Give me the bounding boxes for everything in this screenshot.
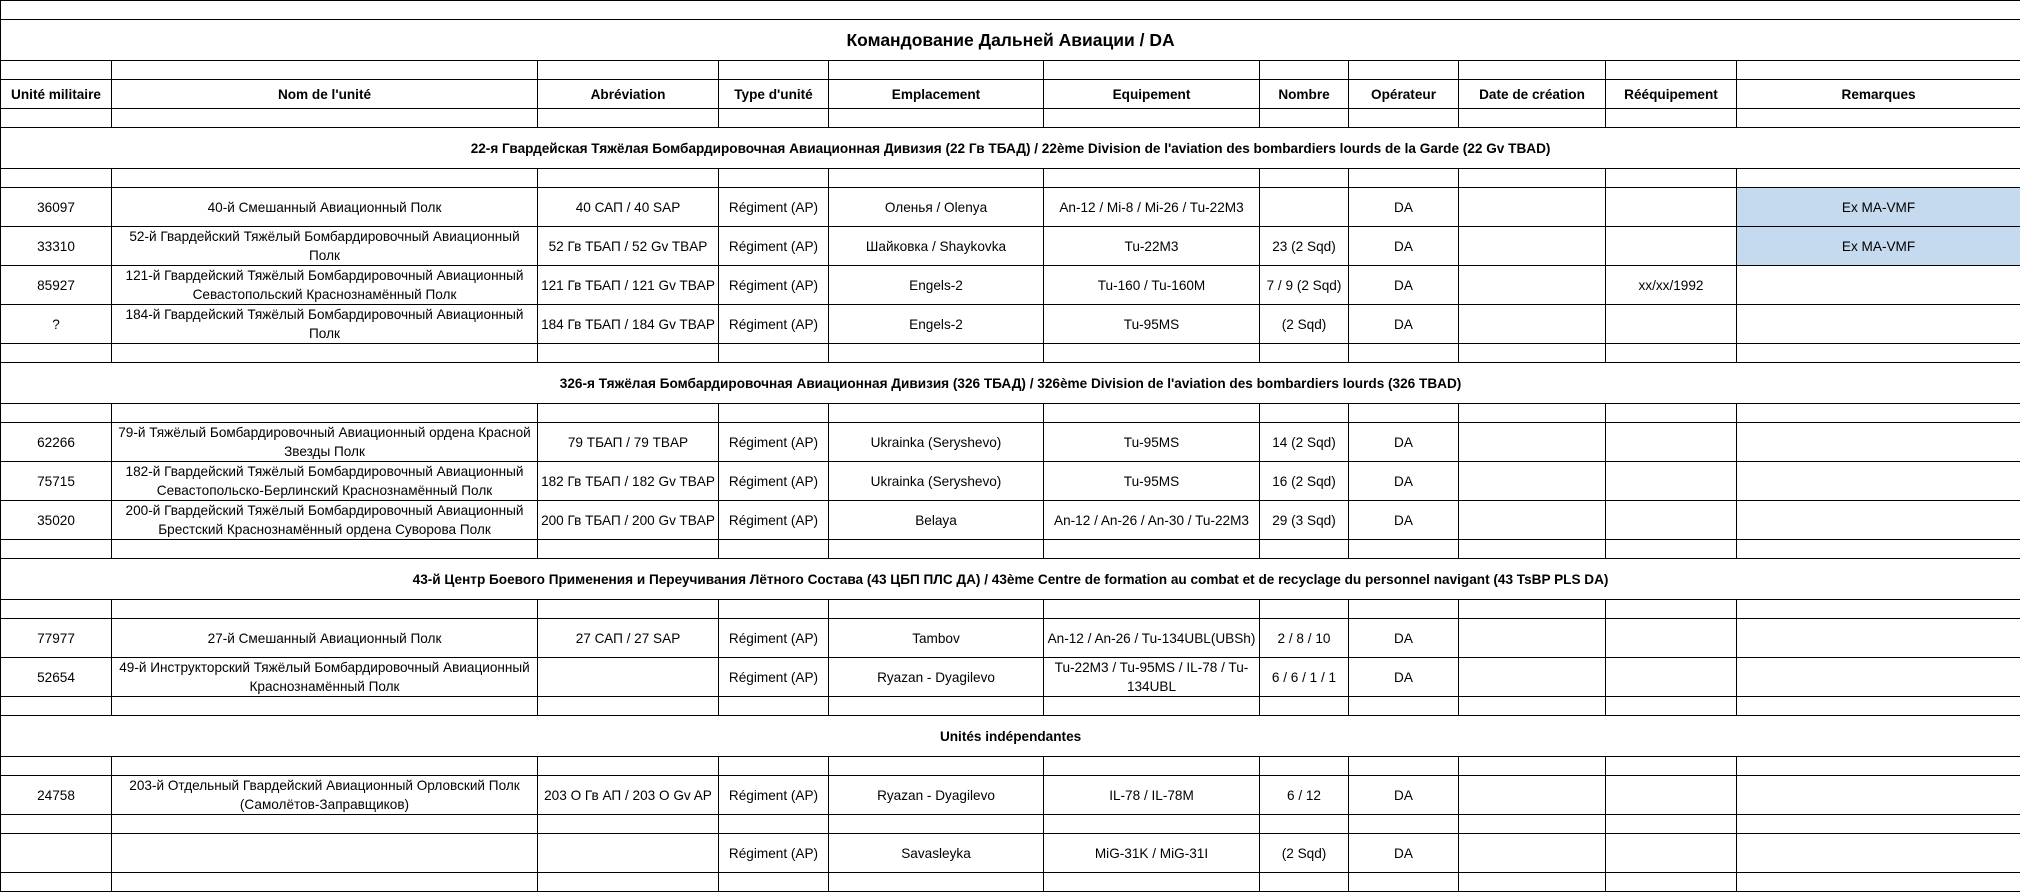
spacer-cell[interactable] (538, 61, 719, 80)
cell-unit-id[interactable]: 62266 (1, 423, 112, 462)
spacer-cell[interactable] (719, 169, 829, 188)
spacer-cell[interactable] (1044, 600, 1260, 619)
cell-unit-type[interactable]: Régiment (AP) (719, 462, 829, 501)
cell-abbreviation[interactable]: 40 САП / 40 SAP (538, 188, 719, 227)
cell-creation-date[interactable] (1459, 423, 1606, 462)
cell-remarks[interactable] (1737, 776, 2020, 815)
cell-operator[interactable]: DA (1349, 305, 1459, 344)
spacer-cell[interactable] (538, 815, 719, 834)
spacer-cell[interactable] (1, 109, 112, 128)
spacer-cell[interactable] (719, 815, 829, 834)
cell-abbreviation[interactable]: 27 САП / 27 SAP (538, 619, 719, 658)
spacer-cell[interactable] (829, 873, 1044, 892)
spacer-cell[interactable] (1260, 169, 1349, 188)
spacer-row (1, 815, 2020, 834)
spacer-cell[interactable] (538, 697, 719, 716)
cell-count[interactable] (1260, 188, 1349, 227)
spacer-row (1, 61, 2020, 80)
cell-unit-name[interactable]: 184-й Гвардейский Тяжёлый Бомбардировочный Авиационный Полк (112, 305, 538, 344)
cell-reequipment[interactable] (1606, 462, 1737, 501)
spacer-row (1, 169, 2020, 188)
cell-creation-date[interactable] (1459, 188, 1606, 227)
spacer-cell[interactable] (829, 540, 1044, 559)
header-location[interactable]: Emplacement (829, 80, 1044, 109)
spacer-cell[interactable] (1606, 697, 1737, 716)
cell-unit-name[interactable]: 203-й Отдельный Гвардейский Авиационный Орловский Полк (Самолётов-Заправщиков) (112, 776, 538, 815)
spacer-cell[interactable] (538, 540, 719, 559)
spacer-cell[interactable] (1459, 61, 1606, 80)
cell-creation-date[interactable] (1459, 776, 1606, 815)
spacer-cell[interactable] (112, 404, 538, 423)
cell-creation-date[interactable] (1459, 834, 1606, 873)
spacer-cell[interactable] (1, 815, 112, 834)
cell-reequipment[interactable] (1606, 658, 1737, 697)
cell-unit-id[interactable]: 85927 (1, 266, 112, 305)
cell-creation-date[interactable] (1459, 501, 1606, 540)
cell-location[interactable]: Ukrainka (Seryshevo) (829, 462, 1044, 501)
cell-equipment[interactable]: MiG-31K / MiG-31I (1044, 834, 1260, 873)
header-remarks[interactable]: Remarques (1737, 80, 2020, 109)
cell-abbreviation[interactable]: 79 ТБАП / 79 TBAP (538, 423, 719, 462)
cell-unit-name[interactable]: 182-й Гвардейский Тяжёлый Бомбардировочный Авиационный Севастопольско-Берлинский Краснознамённый Полк (112, 462, 538, 501)
spacer-cell[interactable] (112, 815, 538, 834)
cell-unit-name[interactable]: 27-й Смешанный Авиационный Полк (112, 619, 538, 658)
cell-unit-type[interactable]: Régiment (AP) (719, 266, 829, 305)
cell-unit-id[interactable] (1, 834, 112, 873)
spacer-cell[interactable] (1606, 757, 1737, 776)
header-unit-id[interactable]: Unité militaire (1, 80, 112, 109)
cell-reequipment[interactable] (1606, 501, 1737, 540)
cell-operator[interactable]: DA (1349, 501, 1459, 540)
spacer-cell[interactable] (1260, 600, 1349, 619)
spacer-cell[interactable] (1737, 697, 2020, 716)
cell-equipment[interactable]: Tu-22M3 / Tu-95MS / IL-78 / Tu-134UBL (1044, 658, 1260, 697)
spacer-cell[interactable] (538, 873, 719, 892)
header-creation-date[interactable]: Date de création (1459, 80, 1606, 109)
spacer-cell[interactable] (1349, 815, 1459, 834)
cell-unit-id[interactable]: 36097 (1, 188, 112, 227)
cell-unit-type[interactable]: Régiment (AP) (719, 305, 829, 344)
spacer-cell[interactable] (829, 404, 1044, 423)
cell-location[interactable]: Tambov (829, 619, 1044, 658)
spacer-cell[interactable] (112, 600, 538, 619)
spacer-cell[interactable] (719, 540, 829, 559)
cell-creation-date[interactable] (1459, 266, 1606, 305)
spacer-cell[interactable] (1737, 600, 2020, 619)
division-title[interactable]: 22-я Гвардейская Тяжёлая Бомбардировочная Авиационная Дивизия (22 Гв ТБАД) / 22ème Division de l'aviation des bombardiers lourds de la Garde (22 Gv TBAD) (1, 128, 2020, 169)
cell-count[interactable]: 16 (2 Sqd) (1260, 462, 1349, 501)
spacer-cell[interactable] (1, 697, 112, 716)
spacer-cell[interactable] (1349, 757, 1459, 776)
sheet-title[interactable]: Командование Дальней Авиации / DA (1, 20, 2020, 61)
cell-operator[interactable]: DA (1349, 188, 1459, 227)
spacer-cell[interactable] (112, 61, 538, 80)
cell-creation-date[interactable] (1459, 462, 1606, 501)
cell-location[interactable]: Оленья / Olenya (829, 188, 1044, 227)
spacer-cell[interactable] (1044, 344, 1260, 363)
title-row (1, 20, 2020, 61)
table-row (1, 501, 2020, 540)
cell-count[interactable]: 6 / 6 / 1 / 1 (1260, 658, 1349, 697)
cell-count[interactable]: 23 (2 Sqd) (1260, 227, 1349, 266)
cell-operator[interactable]: DA (1349, 423, 1459, 462)
cell-count[interactable]: 7 / 9 (2 Sqd) (1260, 266, 1349, 305)
table-row (1, 619, 2020, 658)
spacer-cell[interactable] (1044, 540, 1260, 559)
spacer-cell[interactable] (719, 757, 829, 776)
spacer-cell[interactable] (1260, 873, 1349, 892)
spacer-cell[interactable] (829, 815, 1044, 834)
spacer-cell[interactable] (719, 873, 829, 892)
cell-remarks[interactable]: Ex MA-VMF (1737, 227, 2020, 266)
cell-reequipment[interactable] (1606, 423, 1737, 462)
spacer-cell[interactable] (1044, 873, 1260, 892)
cell-reequipment[interactable] (1606, 834, 1737, 873)
cell-abbreviation[interactable]: 182 Гв ТБАП / 182 Gv TBAP (538, 462, 719, 501)
spacer-row (1, 109, 2020, 128)
spacer-cell[interactable] (1737, 169, 2020, 188)
cell-operator[interactable]: DA (1349, 776, 1459, 815)
table-row (1, 658, 2020, 697)
spacer-cell[interactable] (1606, 815, 1737, 834)
cell-unit-type[interactable]: Régiment (AP) (719, 423, 829, 462)
cell-reequipment[interactable] (1606, 305, 1737, 344)
spacer-cell[interactable] (1, 1, 2020, 20)
cell-creation-date[interactable] (1459, 227, 1606, 266)
cell-count[interactable]: 14 (2 Sqd) (1260, 423, 1349, 462)
cell-reequipment[interactable]: xx/xx/1992 (1606, 266, 1737, 305)
cell-equipment[interactable]: An-12 / An-26 / An-30 / Tu-22M3 (1044, 501, 1260, 540)
cell-location[interactable]: Ryazan - Dyagilevo (829, 658, 1044, 697)
table-row (1, 188, 2020, 227)
spacer-cell[interactable] (1, 169, 112, 188)
cell-operator[interactable]: DA (1349, 462, 1459, 501)
cell-remarks[interactable]: Ex MA-VMF (1737, 188, 2020, 227)
cell-operator[interactable]: DA (1349, 227, 1459, 266)
cell-location[interactable]: Ukrainka (Seryshevo) (829, 423, 1044, 462)
spacer-cell[interactable] (1044, 109, 1260, 128)
header-unit-type[interactable]: Type d'unité (719, 80, 829, 109)
spacer-cell[interactable] (1459, 815, 1606, 834)
spacer-cell[interactable] (1260, 757, 1349, 776)
cell-reequipment[interactable] (1606, 188, 1737, 227)
spacer-cell[interactable] (112, 697, 538, 716)
spacer-cell[interactable] (1349, 169, 1459, 188)
spacer-cell[interactable] (538, 169, 719, 188)
table-row (1, 834, 2020, 873)
spacer-cell[interactable] (1459, 404, 1606, 423)
cell-equipment[interactable]: Tu-95MS (1044, 305, 1260, 344)
spacer-cell[interactable] (1044, 169, 1260, 188)
header-count[interactable]: Nombre (1260, 80, 1349, 109)
header-equipment[interactable]: Equipement (1044, 80, 1260, 109)
cell-unit-name[interactable]: 79-й Тяжёлый Бомбардировочный Авиационный ордена Красной Звезды Полк (112, 423, 538, 462)
spacer-cell[interactable] (112, 109, 538, 128)
spacer-cell[interactable] (829, 169, 1044, 188)
spacer-cell[interactable] (1349, 109, 1459, 128)
spacer-cell[interactable] (538, 757, 719, 776)
cell-operator[interactable]: DA (1349, 658, 1459, 697)
spacer-cell[interactable] (538, 600, 719, 619)
spacer-cell[interactable] (1606, 600, 1737, 619)
spacer-cell[interactable] (1260, 404, 1349, 423)
spacer-cell[interactable] (1606, 109, 1737, 128)
cell-reequipment[interactable] (1606, 776, 1737, 815)
cell-equipment[interactable]: IL-78 / IL-78M (1044, 776, 1260, 815)
cell-remarks[interactable] (1737, 834, 2020, 873)
spacer-cell[interactable] (1606, 169, 1737, 188)
cell-count[interactable]: 6 / 12 (1260, 776, 1349, 815)
cell-abbreviation[interactable]: 200 Гв ТБАП / 200 Gv TBAP (538, 501, 719, 540)
spacer-row (1, 600, 2020, 619)
cell-equipment[interactable]: An-12 / Mi-8 / Mi-26 / Tu-22M3 (1044, 188, 1260, 227)
cell-unit-id[interactable]: 35020 (1, 501, 112, 540)
cell-remarks[interactable] (1737, 658, 2020, 697)
spacer-cell[interactable] (1459, 540, 1606, 559)
spacer-cell[interactable] (1606, 344, 1737, 363)
spacer-cell[interactable] (1459, 873, 1606, 892)
cell-unit-id[interactable]: 24758 (1, 776, 112, 815)
cell-creation-date[interactable] (1459, 305, 1606, 344)
spacer-cell[interactable] (1, 404, 112, 423)
cell-unit-id[interactable]: 33310 (1, 227, 112, 266)
spacer-cell[interactable] (1737, 109, 2020, 128)
cell-remarks[interactable] (1737, 266, 2020, 305)
cell-operator[interactable]: DA (1349, 619, 1459, 658)
cell-location[interactable]: Шайковка / Shaykovka (829, 227, 1044, 266)
spacer-cell[interactable] (829, 757, 1044, 776)
cell-location[interactable]: Engels-2 (829, 266, 1044, 305)
cell-creation-date[interactable] (1459, 619, 1606, 658)
division-title[interactable]: Unités indépendantes (1, 716, 2020, 757)
spacer-cell[interactable] (1260, 344, 1349, 363)
cell-unit-id[interactable]: 52654 (1, 658, 112, 697)
cell-creation-date[interactable] (1459, 658, 1606, 697)
spacer-cell[interactable] (1459, 600, 1606, 619)
cell-count[interactable]: (2 Sqd) (1260, 834, 1349, 873)
cell-unit-type[interactable]: Régiment (AP) (719, 501, 829, 540)
spacer-cell[interactable] (538, 404, 719, 423)
spacer-cell[interactable] (1459, 109, 1606, 128)
spacer-cell[interactable] (1737, 540, 2020, 559)
cell-operator[interactable]: DA (1349, 834, 1459, 873)
cell-count[interactable]: 29 (3 Sqd) (1260, 501, 1349, 540)
header-operator[interactable]: Opérateur (1349, 80, 1459, 109)
spacer-cell[interactable] (1260, 61, 1349, 80)
spacer-row (1, 344, 2020, 363)
spacer-cell[interactable] (1044, 757, 1260, 776)
cell-unit-name[interactable]: 121-й Гвардейский Тяжёлый Бомбардировочный Авиационный Севастопольский Краснознамённый Полк (112, 266, 538, 305)
cell-location[interactable]: Savasleyka (829, 834, 1044, 873)
spacer-cell[interactable] (1349, 873, 1459, 892)
cell-equipment[interactable]: Tu-22M3 (1044, 227, 1260, 266)
cell-location[interactable]: Ryazan - Dyagilevo (829, 776, 1044, 815)
spacer-cell[interactable] (112, 344, 538, 363)
cell-location[interactable]: Engels-2 (829, 305, 1044, 344)
header-abbreviation[interactable]: Abréviation (538, 80, 719, 109)
spacer-cell[interactable] (719, 61, 829, 80)
cell-remarks[interactable] (1737, 462, 2020, 501)
division-row (1, 716, 2020, 757)
spacer-cell[interactable] (1, 344, 112, 363)
cell-reequipment[interactable] (1606, 227, 1737, 266)
table-row (1, 227, 2020, 266)
spacer-cell[interactable] (1, 757, 112, 776)
spacer-cell[interactable] (538, 109, 719, 128)
cell-unit-id[interactable]: 75715 (1, 462, 112, 501)
cell-abbreviation[interactable]: 121 Гв ТБАП / 121 Gv TBAP (538, 266, 719, 305)
division-row (1, 128, 2020, 169)
spacer-cell[interactable] (112, 540, 538, 559)
spacer-cell[interactable] (1260, 109, 1349, 128)
spacer-row (1, 757, 2020, 776)
table-row (1, 305, 2020, 344)
spacer-cell[interactable] (1, 540, 112, 559)
spacer-cell[interactable] (1, 600, 112, 619)
cell-unit-name[interactable]: 52-й Гвардейский Тяжёлый Бомбардировочный Авиационный Полк (112, 227, 538, 266)
spacer-cell[interactable] (1349, 600, 1459, 619)
spacer-cell[interactable] (829, 697, 1044, 716)
cell-count[interactable]: (2 Sqd) (1260, 305, 1349, 344)
division-row (1, 363, 2020, 404)
cell-equipment[interactable]: An-12 / An-26 / Tu-134UBL(UBSh) (1044, 619, 1260, 658)
spacer-cell[interactable] (1044, 815, 1260, 834)
cell-abbreviation[interactable]: 184 Гв ТБАП / 184 Gv TBAP (538, 305, 719, 344)
cell-equipment[interactable]: Tu-160 / Tu-160M (1044, 266, 1260, 305)
spacer-cell[interactable] (1606, 540, 1737, 559)
spacer-cell[interactable] (1349, 697, 1459, 716)
cell-equipment[interactable]: Tu-95MS (1044, 423, 1260, 462)
spacer-cell[interactable] (1044, 697, 1260, 716)
cell-abbreviation[interactable]: 203 О Гв АП / 203 O Gv AP (538, 776, 719, 815)
table-row (1, 266, 2020, 305)
spacer-cell[interactable] (1044, 61, 1260, 80)
cell-unit-name[interactable]: 40-й Смешанный Авиационный Полк (112, 188, 538, 227)
division-title[interactable]: 43-й Центр Боевого Применения и Переучивания Лётного Состава (43 ЦБП ПЛС ДА) / 43ème Centre de formation au combat et de recyclage du personnel navigant (43 TsBP PLS DA) (1, 559, 2020, 600)
cell-operator[interactable]: DA (1349, 266, 1459, 305)
spacer-cell[interactable] (1459, 169, 1606, 188)
spacer-cell[interactable] (719, 109, 829, 128)
spacer-cell[interactable] (1, 873, 112, 892)
spacer-row (1, 404, 2020, 423)
cell-unit-name[interactable]: 49-й Инструкторский Тяжёлый Бомбардировочный Авиационный Краснознамённый Полк (112, 658, 538, 697)
cell-reequipment[interactable] (1606, 619, 1737, 658)
spacer-cell[interactable] (829, 344, 1044, 363)
cell-unit-type[interactable]: Régiment (AP) (719, 619, 829, 658)
cell-count[interactable]: 2 / 8 / 10 (1260, 619, 1349, 658)
cell-unit-name[interactable]: 200-й Гвардейский Тяжёлый Бомбардировочный Авиационный Брестский Краснознамённый ордена Суворова Полк (112, 501, 538, 540)
spacer-cell[interactable] (1606, 61, 1737, 80)
spacer-cell[interactable] (719, 600, 829, 619)
cell-abbreviation[interactable] (538, 658, 719, 697)
spacer-cell[interactable] (1737, 815, 2020, 834)
cell-abbreviation[interactable] (538, 834, 719, 873)
spacer-row (1, 697, 2020, 716)
cell-remarks[interactable] (1737, 423, 2020, 462)
spacer-cell[interactable] (1737, 757, 2020, 776)
spacer-cell[interactable] (719, 344, 829, 363)
spacer-cell[interactable] (112, 873, 538, 892)
header-unit-name[interactable]: Nom de l'unité (112, 80, 538, 109)
spacer-cell[interactable] (1260, 540, 1349, 559)
spacer-row (1, 873, 2020, 892)
top-spacer-row (1, 1, 2020, 20)
spacer-cell[interactable] (1349, 61, 1459, 80)
cell-unit-type[interactable]: Régiment (AP) (719, 658, 829, 697)
spacer-cell[interactable] (1606, 873, 1737, 892)
spacer-row (1, 540, 2020, 559)
spacer-cell[interactable] (1349, 404, 1459, 423)
spacer-cell[interactable] (1459, 757, 1606, 776)
spacer-cell[interactable] (1737, 344, 2020, 363)
spacer-cell[interactable] (1606, 404, 1737, 423)
spacer-cell[interactable] (1349, 344, 1459, 363)
cell-remarks[interactable] (1737, 619, 2020, 658)
cell-unit-id[interactable]: ? (1, 305, 112, 344)
spacer-cell[interactable] (829, 109, 1044, 128)
spacer-cell[interactable] (1459, 344, 1606, 363)
spacer-cell[interactable] (1044, 404, 1260, 423)
table-row (1, 423, 2020, 462)
table-row (1, 776, 2020, 815)
table-row (1, 462, 2020, 501)
cell-unit-name[interactable] (112, 834, 538, 873)
spacer-cell[interactable] (112, 757, 538, 776)
spacer-cell[interactable] (719, 404, 829, 423)
cell-unit-id[interactable]: 77977 (1, 619, 112, 658)
cell-equipment[interactable]: Tu-95MS (1044, 462, 1260, 501)
cell-unit-type[interactable]: Régiment (AP) (719, 227, 829, 266)
spacer-cell[interactable] (1737, 404, 2020, 423)
header-reequipment[interactable]: Rééquipement (1606, 80, 1737, 109)
spacer-cell[interactable] (538, 344, 719, 363)
spacer-cell[interactable] (1260, 697, 1349, 716)
cell-unit-type[interactable]: Régiment (AP) (719, 834, 829, 873)
division-row (1, 559, 2020, 600)
spacer-cell[interactable] (1737, 873, 2020, 892)
division-title[interactable]: 326-я Тяжёлая Бомбардировочная Авиационная Дивизия (326 ТБАД) / 326ème Division de l'aviation des bombardiers lourds (326 TBAD) (1, 363, 2020, 404)
spacer-cell[interactable] (112, 169, 538, 188)
spacer-cell[interactable] (1260, 815, 1349, 834)
cell-remarks[interactable] (1737, 305, 2020, 344)
spacer-cell[interactable] (1737, 61, 2020, 80)
cell-unit-type[interactable]: Régiment (AP) (719, 776, 829, 815)
cell-unit-type[interactable]: Régiment (AP) (719, 188, 829, 227)
spacer-cell[interactable] (1459, 697, 1606, 716)
cell-abbreviation[interactable]: 52 Гв ТБАП / 52 Gv TBAP (538, 227, 719, 266)
spacer-cell[interactable] (829, 61, 1044, 80)
spacer-cell[interactable] (1, 61, 112, 80)
cell-location[interactable]: Belaya (829, 501, 1044, 540)
cell-remarks[interactable] (1737, 501, 2020, 540)
spacer-cell[interactable] (719, 697, 829, 716)
spacer-cell[interactable] (1349, 540, 1459, 559)
spacer-cell[interactable] (829, 600, 1044, 619)
header-row (1, 80, 2020, 109)
